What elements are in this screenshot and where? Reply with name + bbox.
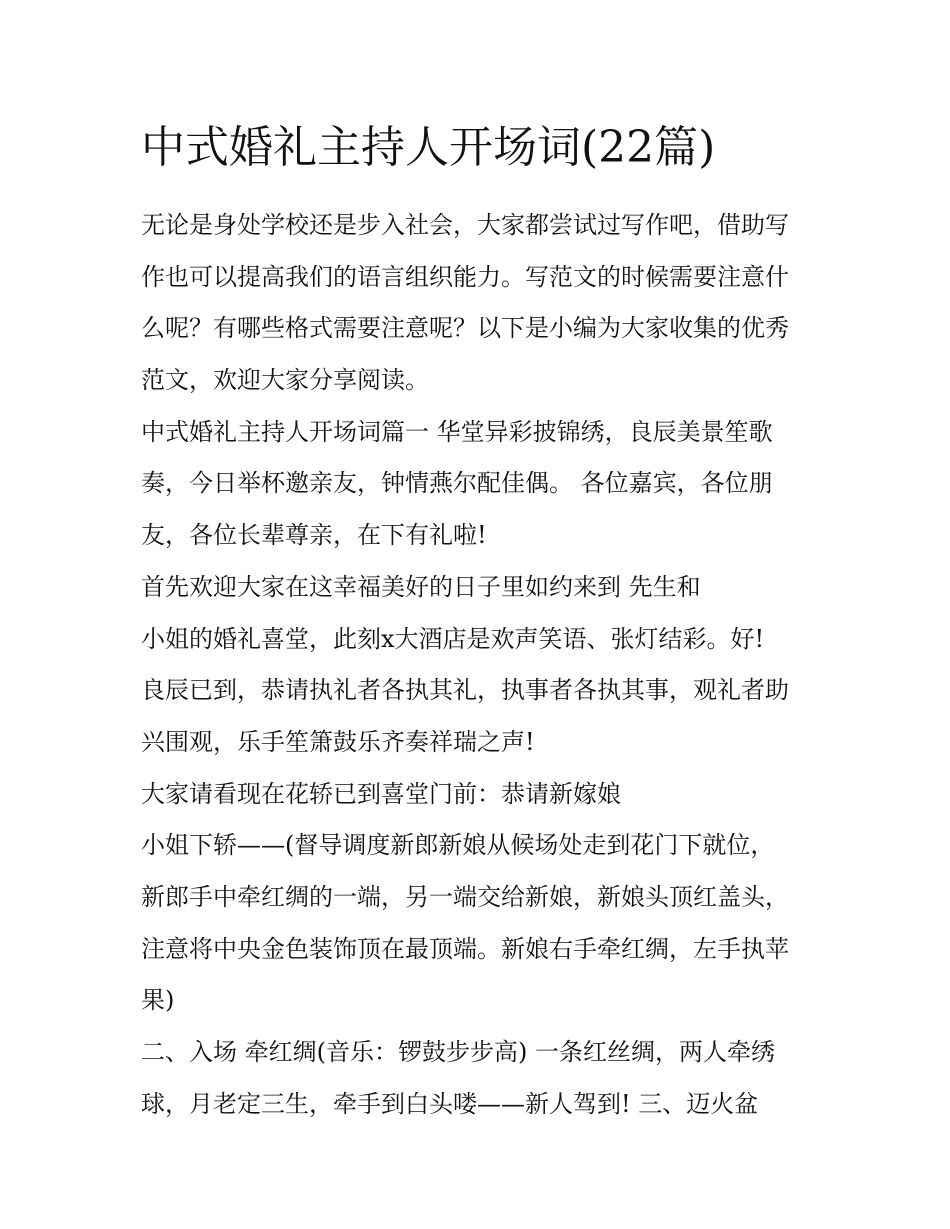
text-line: 友，各位长辈尊亲，在下有礼啦!: [141, 521, 487, 550]
text-line: 无论是身处学校还是步入社会，大家都尝试过写作吧，借助写: [141, 211, 789, 239]
text-line: 大家请看现在花轿已到喜堂门前：恭请新嫁娘: [141, 779, 621, 808]
text-line: 奏，今日举杯邀亲友，钟情燕尔配佳偶。 各位嘉宾，各位朋: [141, 469, 773, 498]
text-line: 果): [141, 986, 175, 1015]
text-line: 二、入场 牵红绸(音乐：锣鼓步步高) 一条红丝绸，两人牵绣: [141, 1038, 775, 1066]
text-line: 小姐下轿——(督导调度新郎新娘从候场处走到花门下就位，: [141, 831, 775, 860]
text-line: 作也可以提高我们的语言组织能力。写范文的时候需要注意什: [141, 262, 789, 291]
text-line: 兴围观，乐手笙箫鼓乐齐奏祥瑞之声!: [141, 727, 535, 756]
text-line: 球，月老定三生，牵手到白头喽——新人驾到! 三、迈火盆: [141, 1089, 759, 1118]
text-line: 小姐的婚礼喜堂，此刻x大酒店是欢声笑语、张灯结彩。好!: [141, 624, 765, 653]
text-line: 范文，欢迎大家分享阅读。: [141, 366, 429, 395]
text-line: 首先欢迎大家在这幸福美好的日子里如约来到 先生和: [141, 572, 701, 601]
document-body: [141, 200, 821, 1130]
text-line: 新郎手中牵红绸的一端，另一端交给新娘，新娘头顶红盖头，: [141, 882, 789, 911]
document-title: 中式婚礼主持人开场词(22篇): [141, 122, 716, 173]
text-line: 注意将中央金色装饰顶在最顶端。新娘右手牵红绸，左手执苹: [141, 934, 789, 963]
text-line: 中式婚礼主持人开场词篇一 华堂异彩披锦绣，良辰美景笙歌: [141, 417, 773, 446]
text-line: 良辰已到，恭请执礼者各执其礼，执事者各执其事，观礼者助: [141, 676, 789, 705]
text-line: 么呢？有哪些格式需要注意呢？以下是小编为大家收集的优秀: [141, 314, 789, 343]
